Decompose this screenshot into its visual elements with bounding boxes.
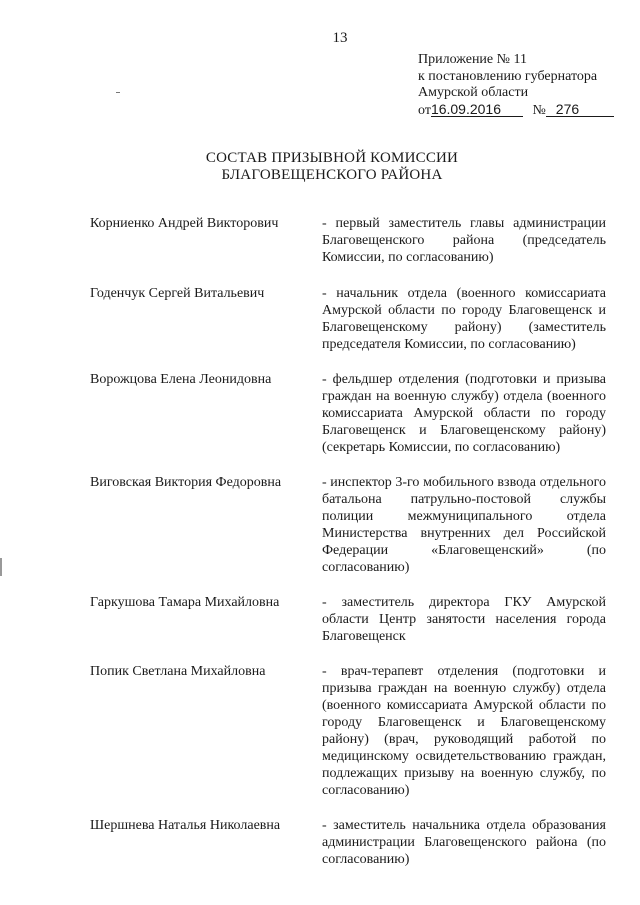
scan-edge-mark: [0, 558, 2, 576]
member-row: [90, 371, 610, 456]
number-prefix: №: [532, 102, 546, 118]
member-name: Гаркушова Тамара Михайловна: [90, 595, 280, 610]
member-name: Шершнева Наталья Николаевна: [90, 818, 281, 833]
member-role: - заместитель директора ГКУ Амурской области Центр занятости населения города Благовещенск: [322, 595, 606, 644]
page-number: 13: [332, 30, 348, 46]
member-role: - инспектор 3-го мобильного взвода отдельного батальона патрульно-постовой службы полиции межмуниципального отдела Министерства внутренних дел Российской Федерации «Благовещенский» (по согласованию): [322, 475, 606, 575]
member-role: - первый заместитель главы администрации Благовещенского района (председатель Комиссии, по согласованию): [322, 216, 606, 265]
appendix-date-line: [418, 102, 614, 120]
member-row: [90, 594, 610, 645]
member-role: - начальник отдела (военного комиссариата Амурской области по городу Благовещенск и Благовещенскому району) (заместитель председателя Комиссии, по согласованию): [322, 286, 606, 352]
document-title: [12, 150, 640, 184]
member-role: - заместитель начальника отдела образования администрации Благовещенского района (по согласованию): [322, 818, 606, 867]
appendix-title: Приложение № 11: [418, 52, 527, 67]
member-role: - врач-терапевт отделения (подготовки и призыва граждан на военную службу) отдела (военного комиссариата Амурской области по городу Благовещенск и Благовещенскому району) (врач, руководящий работой по медицинскому освидетельствованию граждан, подлежащих призыву на военную службу, по согласованию): [322, 664, 606, 798]
decree-number: 276: [546, 102, 614, 117]
date-prefix: от: [418, 102, 431, 118]
decree-date: 16.09.2016: [431, 102, 523, 117]
member-row: [90, 817, 610, 868]
appendix-block: [418, 52, 614, 119]
appendix-region: Амурской области: [418, 85, 529, 100]
member-name: Годенчук Сергей Витальевич: [90, 286, 265, 301]
member-row: [90, 285, 610, 353]
appendix-reference: к постановлению губернатора: [418, 68, 598, 84]
member-name: Виговская Виктория Федоровна: [90, 475, 282, 490]
member-name: Попик Светлана Михайловна: [90, 664, 266, 679]
member-row: [90, 215, 610, 266]
title-line-2: БЛАГОВЕЩЕНСКОГО РАЙОНА: [221, 167, 443, 183]
member-row: [90, 663, 610, 799]
member-role: - фельдшер отделения (подготовки и призыва граждан на военную службу) отдела (военного комиссариата Амурской области по городу Благовещенск и Благовещенскому району) (секретарь Комиссии, по согласованию): [322, 372, 606, 455]
scan-mark: [116, 92, 120, 93]
member-name: Ворожцова Елена Леонидовна: [90, 372, 272, 387]
title-line-1: СОСТАВ ПРИЗЫВНОЙ КОМИССИИ: [205, 150, 459, 166]
member-name: Корниенко Андрей Викторович: [90, 216, 279, 231]
member-row: [90, 474, 610, 576]
commission-members-list: [90, 215, 610, 868]
